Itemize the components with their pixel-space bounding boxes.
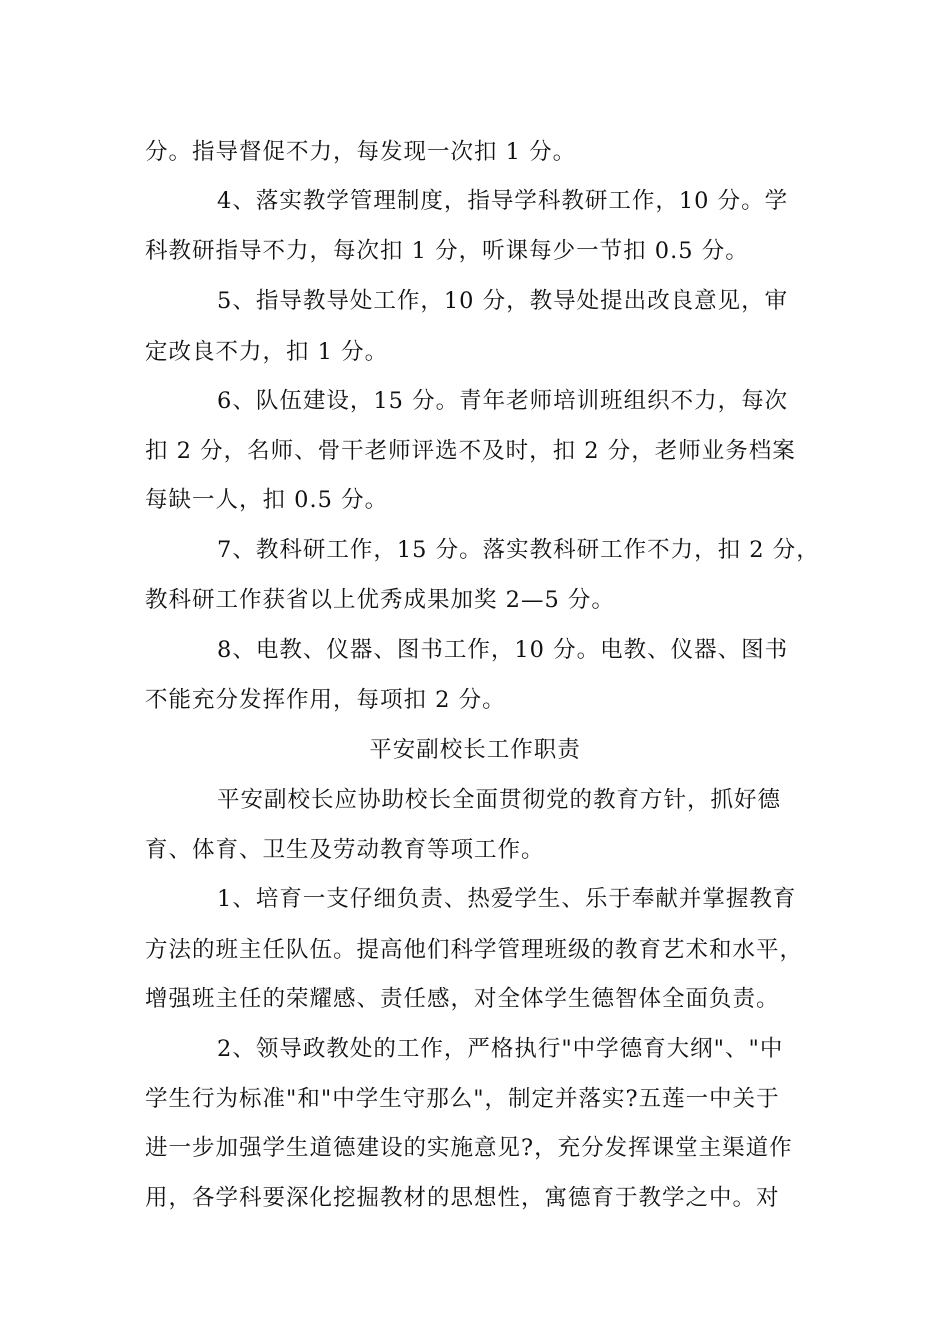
text-line: 进一步加强学生道德建设的实施意见?，充分发挥课堂主渠道作 [145, 1135, 793, 1161]
text-line: 教科研工作获省以上优秀成果加奖 2—5 分。 [145, 587, 615, 613]
text-line: 7、教科研工作，15 分。落实教科研工作不力，扣 2 分， [217, 537, 820, 563]
text-line: 扣 2 分，名师、骨干老师评选不及时，扣 2 分，老师业务档案 [145, 438, 796, 464]
text-line: 2、领导政教处的工作，严格执行"中学德育大纲"、"中 [217, 1036, 784, 1062]
text-line: 定改良不力，扣 1 分。 [145, 339, 389, 365]
text-line: 不能充分发挥作用，每项扣 2 分。 [145, 687, 506, 713]
section-title: 平安副校长工作职责 [369, 737, 581, 763]
text-line: 5、指导教导处工作，10 分，教导处提出改良意见，审 [217, 288, 789, 314]
text-line: 增强班主任的荣耀感、责任感，对全体学生德智体全面负责。 [145, 986, 780, 1012]
text-line: 4、落实教学管理制度，指导学科教研工作，10 分。学 [217, 188, 789, 214]
text-line: 每缺一人，扣 0.5 分。 [145, 487, 389, 513]
text-line: 6、队伍建设，15 分。青年老师培训班组织不力，每次 [217, 388, 789, 414]
text-line: 分。指导督促不力，每发现一次扣 1 分。 [145, 139, 577, 165]
text-line: 1、培育一支仔细负责、热爱学生、乐于奉献并掌握教育 [217, 886, 797, 912]
text-line: 平安副校长应协助校长全面贯彻党的教育方针，抓好德 [217, 787, 782, 813]
text-line: 方法的班主任队伍。提高他们科学管理班级的教育艺术和水平， [145, 937, 804, 963]
text-line: 学生行为标准"和"中学生守那么"，制定并落实?五莲一中关于 [145, 1086, 780, 1112]
text-line: 科教研指导不力，每次扣 1 分，听课每少一节扣 0.5 分。 [145, 238, 749, 264]
text-line: 用，各学科要深化挖掘教材的思想性，寓德育于教学之中。对 [145, 1185, 780, 1211]
text-line: 8、电教、仪器、图书工作，10 分。电教、仪器、图书 [217, 637, 789, 663]
text-line: 育、体育、卫生及劳动教育等项工作。 [145, 837, 545, 863]
